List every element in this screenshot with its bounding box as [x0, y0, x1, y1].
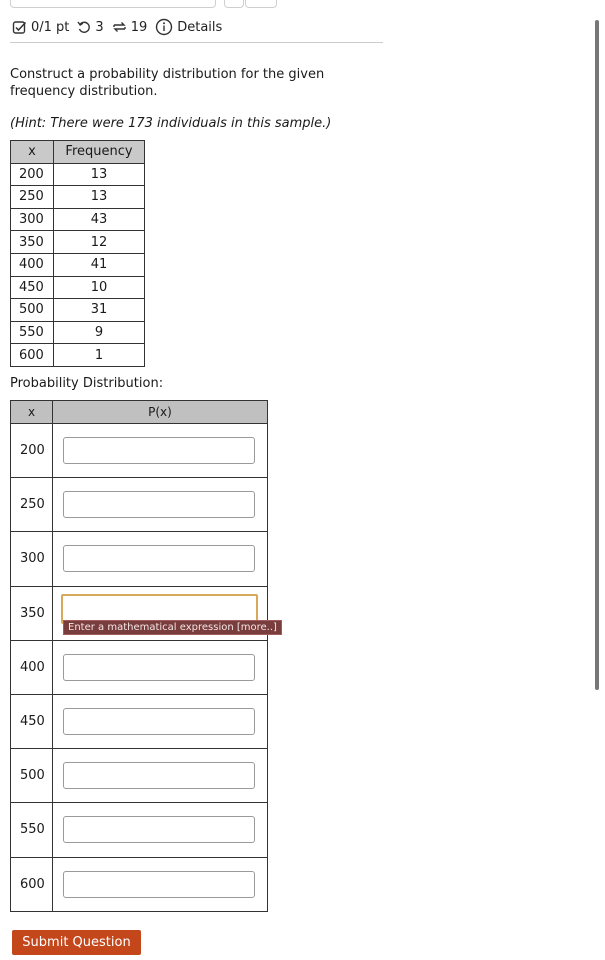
- x-value: 500: [11, 299, 54, 322]
- x-value: 300: [11, 532, 53, 586]
- x-value: 350: [11, 231, 54, 254]
- probability-input-300[interactable]: [63, 545, 255, 572]
- x-value: 400: [11, 253, 54, 276]
- probability-cell: [53, 640, 268, 694]
- frequency-value: 13: [54, 163, 145, 186]
- probability-cell: [53, 478, 268, 532]
- submit-question-button[interactable]: Submit Question: [12, 930, 141, 955]
- probability-header-px: P(x): [53, 401, 268, 424]
- table-row: [11, 694, 268, 748]
- probability-input-250[interactable]: [63, 491, 255, 518]
- probability-header-x: x: [11, 401, 53, 424]
- details-link[interactable]: [155, 18, 222, 36]
- probability-cell: [53, 803, 268, 857]
- table-row: [11, 478, 268, 532]
- details-label[interactable]: Details: [177, 19, 223, 35]
- attempts-count: 19: [130, 19, 148, 35]
- frequency-table: [10, 140, 145, 367]
- table-row: [11, 163, 145, 186]
- probability-input-200[interactable]: [63, 437, 255, 464]
- x-value: 350: [11, 586, 53, 640]
- table-row: [11, 803, 268, 857]
- x-value: 500: [11, 749, 53, 803]
- frequency-value: 13: [54, 186, 145, 209]
- x-value: 300: [11, 208, 54, 231]
- probability-input-450[interactable]: [63, 708, 255, 735]
- table-row: [11, 640, 268, 694]
- retries-count: 3: [95, 19, 104, 35]
- x-value: 450: [11, 694, 53, 748]
- x-value: 200: [11, 424, 53, 478]
- top-button-fragment-2[interactable]: [245, 0, 277, 8]
- probability-input-500[interactable]: [63, 762, 255, 789]
- probability-distribution-label: Probability Distribution:: [10, 376, 164, 391]
- table-row: [11, 424, 268, 478]
- probability-cell: [53, 586, 277, 640]
- score-text: 0/1 pt: [31, 19, 70, 35]
- frequency-value: 1: [54, 344, 145, 367]
- probability-cell: [53, 749, 268, 803]
- x-value: 600: [11, 857, 53, 911]
- table-row: [11, 749, 268, 803]
- hint-text: (Hint: There were 173 individuals in this sample.): [10, 116, 332, 131]
- table-row: [11, 276, 145, 299]
- x-value: 200: [11, 163, 54, 186]
- table-row: [11, 253, 145, 276]
- attempts-icon: [112, 20, 127, 34]
- frequency-value: 12: [54, 231, 145, 254]
- table-row: [11, 231, 145, 254]
- retries-indicator: [77, 20, 103, 35]
- score-indicator: [12, 20, 69, 35]
- table-row: [11, 186, 145, 209]
- table-row: [11, 532, 268, 586]
- frequency-header-x: x: [11, 141, 54, 164]
- frequency-header-frequency: Frequency: [54, 141, 145, 164]
- top-button-fragment-1[interactable]: [224, 0, 244, 8]
- frequency-value: 41: [54, 253, 145, 276]
- x-value: 550: [11, 321, 54, 344]
- frequency-value: 43: [54, 208, 145, 231]
- probability-cell: [53, 532, 268, 586]
- info-icon: [155, 18, 173, 36]
- probability-input-600[interactable]: [63, 871, 255, 898]
- probability-cell: [53, 424, 268, 478]
- probability-cell: [53, 857, 268, 911]
- table-row: [11, 321, 145, 344]
- table-row: [11, 857, 268, 911]
- page-scrollbar[interactable]: [595, 20, 599, 690]
- x-value: 600: [11, 344, 54, 367]
- x-value: 400: [11, 640, 53, 694]
- attempts-indicator: [112, 20, 148, 35]
- probability-input-400[interactable]: [63, 654, 255, 681]
- table-row: [11, 299, 145, 322]
- frequency-value: 31: [54, 299, 145, 322]
- top-field-fragment: [10, 0, 216, 8]
- x-value: 250: [11, 186, 54, 209]
- header-divider: [10, 42, 383, 43]
- probability-input-550[interactable]: [63, 816, 255, 843]
- retry-icon: [77, 20, 91, 34]
- x-value: 250: [11, 478, 53, 532]
- frequency-table-header: [11, 141, 145, 164]
- checkbox-icon: [12, 20, 27, 35]
- status-bar: [12, 18, 230, 36]
- table-row: [11, 586, 268, 640]
- probability-cell: [53, 694, 268, 748]
- table-row: [11, 344, 145, 367]
- table-row: [11, 208, 145, 231]
- x-value: 550: [11, 803, 53, 857]
- probability-table-header: [11, 401, 268, 424]
- frequency-value: 9: [54, 321, 145, 344]
- frequency-value: 10: [54, 276, 145, 299]
- x-value: 450: [11, 276, 54, 299]
- question-text: Construct a probability distribution for the given frequency distribution.: [10, 67, 325, 99]
- probability-table: [10, 400, 277, 912]
- input-hint-tooltip[interactable]: Enter a mathematical expression [more..]: [63, 620, 282, 635]
